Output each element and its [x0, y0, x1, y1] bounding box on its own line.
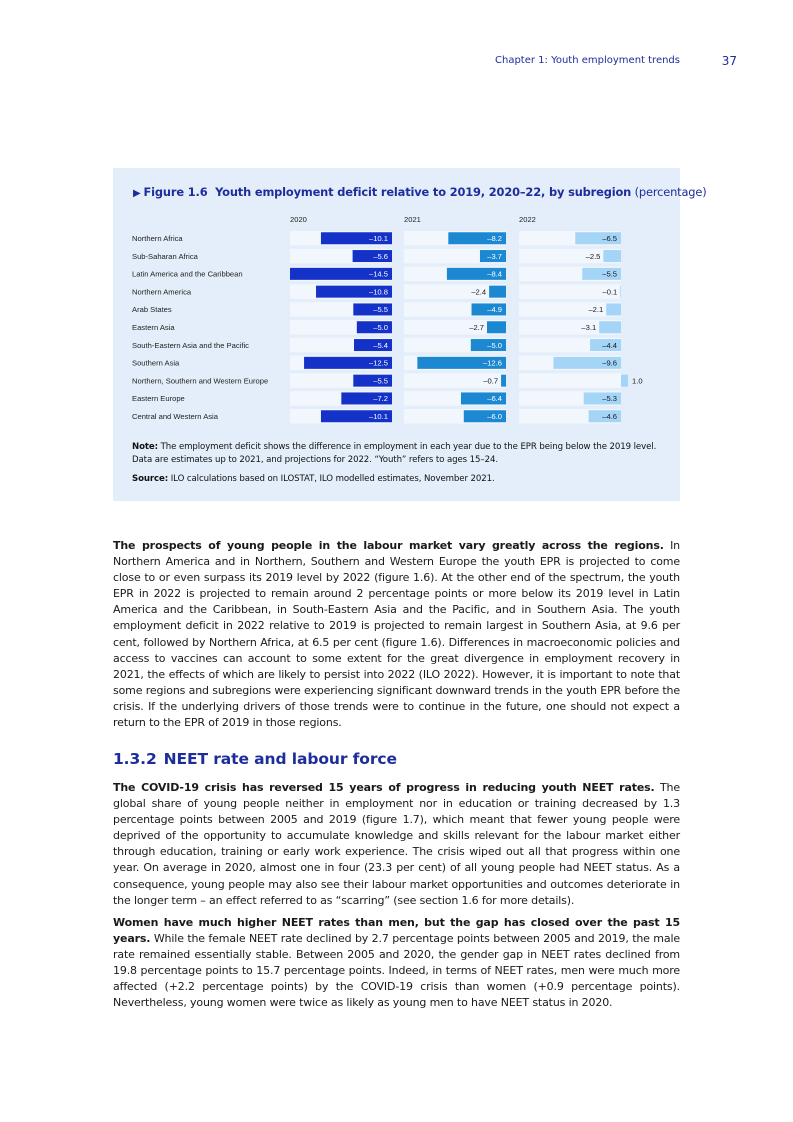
data-label: –14.5 [368, 269, 388, 279]
source-label: Source: [132, 474, 169, 484]
figure-source [132, 473, 664, 485]
paragraph-neet-progress [113, 780, 680, 909]
data-label: –3.1 [581, 322, 597, 332]
column-header-2021: 2021 [404, 215, 421, 224]
row-label: Northern Africa [132, 233, 183, 243]
data-label: –2.5 [585, 251, 601, 261]
data-label: –6.5 [602, 233, 617, 243]
data-label: –2.4 [471, 287, 487, 297]
data-label: –8.4 [487, 269, 502, 279]
section-title: NEET rate and labour force [163, 750, 397, 768]
row-label: Northern, Southern and Western Europe [132, 376, 269, 386]
bar-chart [113, 168, 680, 438]
bar-2021 [501, 375, 506, 387]
data-label: –5.5 [373, 305, 388, 315]
data-label: –6.4 [487, 394, 502, 404]
data-label: –0.7 [483, 376, 499, 386]
paragraph-lead: The prospects of young people in the labour market vary greatly across the regions. [113, 539, 664, 552]
data-label: –4.4 [602, 340, 617, 350]
data-label: –2.1 [588, 305, 604, 315]
row-label: Central and Western Asia [132, 411, 218, 421]
data-label: –10.8 [368, 287, 388, 297]
paragraph-lead: The COVID-19 crisis has reversed 15 years of progress in reducing youth NEET rates. [113, 781, 655, 794]
running-head: Chapter 1: Youth employment trends [495, 55, 680, 66]
bar-2022 [599, 321, 621, 333]
row-label: Arab States [132, 305, 172, 315]
section-heading [113, 750, 397, 768]
page-number: 37 [721, 54, 737, 68]
paragraph-text: The global share of young people neither in employment nor in education or training decreased by 1.3 percentage points between 2005 and 2019 (figure 1.7), which meant that fewer young people were deprived of the opportunity to accumulate knowledge and skills relevant for the labour market either through education, training or early work experience. The crisis wiped out all that progress within one year. On average in 2020, almost one in four (23.3 per cent) of all young people had NEET status. As a consequence, young people may also see their labour market opportunities and outcomes deteriorate in the longer term – an effect referred to as “scarring” (see section 1.6 for more details). [113, 781, 680, 907]
data-label: –12.6 [482, 358, 502, 368]
section-number: 1.3.2 [113, 750, 157, 768]
bar-2021 [487, 321, 506, 333]
paragraph-text: In Northern America and in Northern, Southern and Western Europe the youth EPR is projected to come close to or even surpass its 2019 level by 2022 (figure 1.6). At the other end of the spectrum, the youth EPR in 2022 is projected to remain around 2 percentage points or more below its 2019 level in Latin America and the Caribbean, in South-Eastern Asia and the Pacific, and in Southern Asia. The youth employment deficit in 2022 relative to 2019 is projected to remain largest in Southern Asia, at 9.6 per cent, followed by Northern Africa, at 6.5 per cent (figure 1.6). Differences in macroeconomic policies and access to vaccines can account to some extent for the great divergence in employment recovery in 2021, the effects of which are likely to persist into 2022 (ILO 2022). However, it is important to note that some regions and subregions were experiencing significant downward trends in the youth EPR before the crisis. If the underlying drivers of those trends were to continue in the future, one should not expect a return to the EPR of 2019 in those regions. [113, 539, 680, 730]
note-label: Note: [132, 442, 158, 452]
bar-2021 [489, 286, 506, 298]
data-label: –5.3 [602, 394, 617, 404]
row-label: South-Eastern Asia and the Pacific [132, 340, 249, 350]
data-label: 1.0 [632, 376, 643, 386]
data-label: –5.5 [602, 269, 617, 279]
data-label: –5.0 [487, 340, 502, 350]
paragraph-regional-prospects [113, 538, 680, 731]
data-label: –5.5 [373, 376, 388, 386]
row-label: Eastern Europe [132, 394, 185, 404]
bar-2022 [603, 250, 621, 262]
bar-2022 [621, 375, 628, 387]
bar-2022 [620, 286, 621, 298]
data-label: –10.1 [368, 233, 388, 243]
data-label: –5.4 [373, 340, 388, 350]
triangle-right-icon: ▶ [133, 188, 141, 199]
source-text: ILO calculations based on ILOSTAT, ILO modelled estimates, November 2021. [170, 474, 495, 484]
data-label: –12.5 [368, 358, 388, 368]
data-label: –0.1 [602, 287, 618, 297]
data-label: –3.7 [487, 251, 502, 261]
bar-background [519, 302, 621, 317]
page-header [0, 55, 793, 69]
data-label: –5.0 [373, 322, 388, 332]
data-label: –4.9 [487, 305, 502, 315]
paragraph-lead: Women have much higher NEET rates than men, but the gap has closed over the past 15 years. [113, 916, 680, 946]
data-label: –5.6 [373, 251, 388, 261]
data-label: –2.7 [469, 322, 485, 332]
paragraph-text: While the female NEET rate declined by 2.7 percentage points between 2005 and 2019, the male rate remained essentially stable. Between 2005 and 2020, the gender gap in NEET rates declined from 19.8 percentage points to 15.7 percentage points. Indeed, in terms of NEET rates, men were much more affected (+2.2 percentage points) by the COVID-19 crisis than women (+0.9 percentage points). Nevertheless, young women were twice as likely as young men to have NEET status in 2020. [113, 932, 680, 1010]
note-text: The employment deficit shows the difference in employment in each year due to the EPR being below the 2019 level. Data are estimates up to 2021, and projections for 2022. “Youth” refers to ages 15–24. [132, 442, 657, 465]
data-label: –6.0 [487, 411, 502, 421]
column-header-2020: 2020 [290, 215, 307, 224]
figure-label: Figure 1.6 [143, 185, 208, 199]
figure-1-6 [113, 168, 707, 501]
row-label: Northern America [132, 287, 192, 297]
figure-title-text: Youth employment deficit relative to 2019, 2020–22, by subregion [215, 185, 632, 199]
row-label: Latin America and the Caribbean [132, 269, 243, 279]
bar-background [519, 373, 621, 388]
data-label: –9.6 [602, 358, 617, 368]
paragraph-gender-gap [113, 915, 680, 1012]
figure-note [132, 441, 664, 466]
row-label: Eastern Asia [132, 322, 175, 332]
column-header-2022: 2022 [519, 215, 536, 224]
row-label: Southern Asia [132, 358, 180, 368]
row-label: Sub-Saharan Africa [132, 251, 198, 261]
data-label: –10.1 [368, 411, 388, 421]
data-label: –8.2 [487, 233, 502, 243]
bar-2022 [606, 303, 621, 315]
data-label: –4.6 [602, 411, 617, 421]
data-label: –7.2 [373, 394, 388, 404]
figure-unit: (percentage) [634, 185, 707, 199]
